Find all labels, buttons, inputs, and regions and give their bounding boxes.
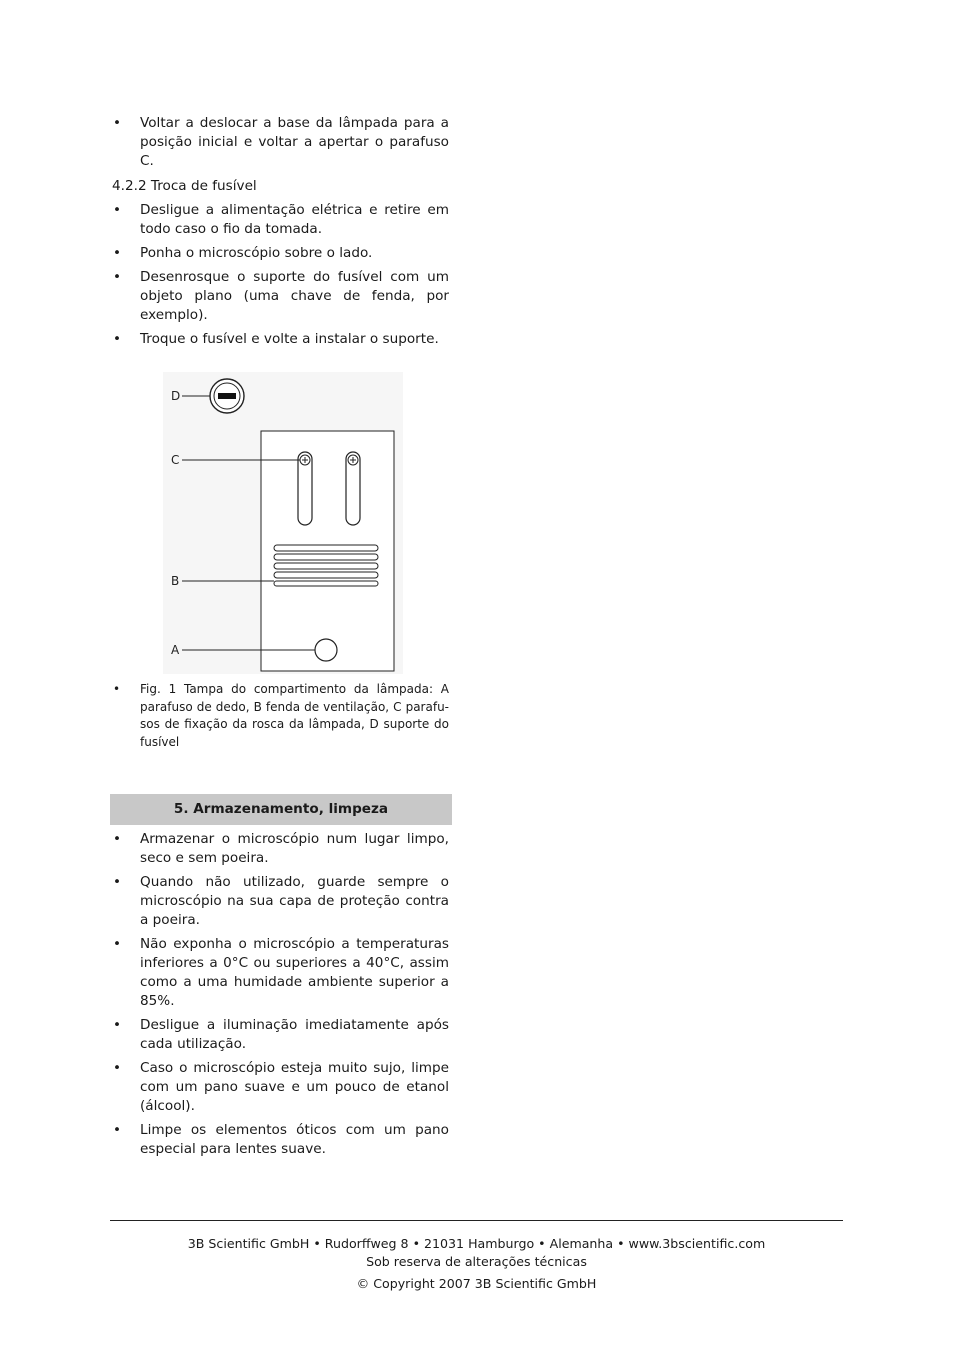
vent-slit [274,581,378,586]
vent-slit [274,563,378,569]
figure-caption-block [110,681,452,756]
list-item: • Desenrosque o suporte do fusível com um objeto plano (uma chave de fenda, por exemplo). [110,268,452,325]
label-c: C [171,453,180,467]
figure-caption: • Fig. 1 Tampa do compartimento da lâmpada: A parafuso de dedo, B fenda de ventilação, C parafu-sos de fixação da rosca da lâmpada, D suporte do fusível [110,681,452,751]
vent-slit [274,572,378,578]
section-heading: 4.2.2 Troca de fusível [112,178,257,194]
label-d: D [171,389,181,403]
lamp-cover-figure [163,372,403,674]
list-item: • Ponha o microscópio sobre o lado. [110,244,452,263]
vent-slit [274,554,378,560]
lamp-cover-diagram [163,372,403,674]
label-a: A [171,643,180,657]
intro-list [110,114,452,171]
list-item: • Troque o fusível e volte a instalar o suporte. [110,330,452,349]
footer-notice: Sob reserva de alterações técnicas [366,1254,587,1269]
label-b: B [171,574,180,588]
list-item: • Desligue a alimentação elétrica e retire em todo caso o fio da tomada. [110,201,452,239]
page-footer [110,1235,843,1293]
list-item: • Desligue a iluminação imediatamente após cada utilização. [110,1016,452,1054]
list-item: • Quando não utilizado, guarde sempre o microscópio na sua capa de proteção contra a poeira. [110,873,452,930]
intro-block [110,114,452,176]
storage-section [110,830,452,1164]
section-title-bar: 5. Armazenamento, limpeza [110,794,452,825]
list-item: • Armazenar o microscópio num lugar limpo, seco e sem poeira. [110,830,452,868]
footer-address: 3B Scientific GmbH • Rudorffweg 8 • 21031 Hamburgo • Alemanha • www.3bscientific.com [187,1236,766,1251]
list-item: • Não exponha o microscópio a temperaturas inferiores a 0°C ou superiores a 40°C, assim como a uma humidade ambiente superior a 85%. [110,935,452,1011]
thumb-screw-a [315,639,337,661]
fuse-holder-slot [218,393,236,399]
storage-list [110,830,452,1159]
list-item: • Limpe os elementos óticos com um pano especial para lentes suave. [110,1121,452,1159]
footer-divider [110,1220,843,1221]
list-item: • Caso o microscópio esteja muito sujo, limpe com um pano suave e um pouco de etanol (álcool). [110,1059,452,1116]
footer-copyright: © Copyright 2007 3B Scientific GmbH [356,1276,597,1291]
list-item: • Voltar a deslocar a base da lâmpada para a posição inicial e voltar a apertar o parafuso C. [110,114,452,171]
fuse-steps-list [110,201,452,349]
vent-slit [274,545,378,551]
fuse-section [110,177,452,354]
